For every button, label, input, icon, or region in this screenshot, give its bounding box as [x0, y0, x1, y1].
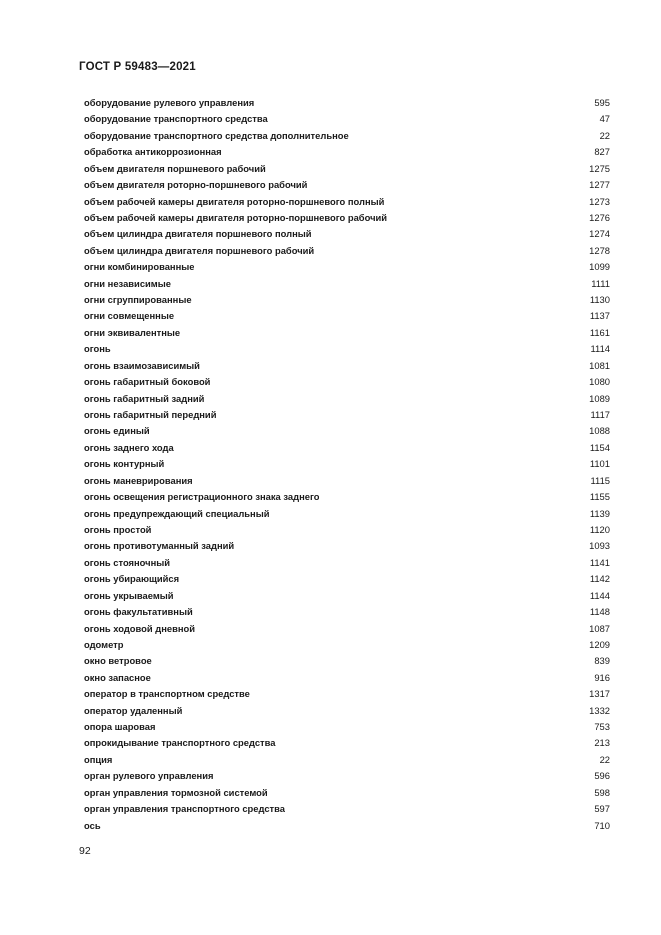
page-number: 92 — [79, 845, 91, 857]
index-term: орган рулевого управления — [84, 770, 214, 782]
index-page-ref: 839 — [594, 655, 610, 667]
index-page-ref: 1275 — [589, 162, 610, 174]
index-page-ref: 1117 — [590, 409, 610, 421]
index-page-ref: 22 — [599, 753, 610, 765]
index-entry — [84, 588, 610, 604]
index-term: окно ветровое — [84, 655, 152, 667]
index-term: объем цилиндра двигателя поршневого рабочий — [84, 244, 315, 256]
index-page-ref: 1332 — [589, 704, 610, 716]
index-entry — [84, 686, 610, 702]
index-term: огонь габаритный боковой — [84, 376, 211, 388]
index-entry — [84, 637, 610, 653]
index-term: оборудование рулевого управления — [84, 97, 255, 108]
index-term: огонь предупреждающий специальный — [84, 507, 270, 519]
index-term: огонь маневрирования — [84, 474, 193, 486]
index-term: огонь взаимозависимый — [84, 359, 200, 371]
index-entry — [84, 128, 610, 144]
index-term: окно запасное — [84, 671, 151, 683]
index-term: орган управления тормозной системой — [84, 786, 268, 798]
index-entry — [84, 276, 610, 292]
index-term: огонь укрываемый — [84, 589, 174, 601]
index-entry — [84, 358, 610, 374]
index-page-ref: 1080 — [589, 376, 610, 388]
index-page-ref: 1120 — [589, 523, 610, 535]
index-page-ref: 1161 — [589, 326, 610, 338]
index-entry — [84, 604, 610, 620]
index-term: огонь — [84, 343, 111, 355]
index-entry — [84, 341, 610, 357]
index-term: оператор удаленный — [84, 704, 183, 716]
index-entry — [84, 670, 610, 686]
index-term: опора шаровая — [84, 721, 156, 733]
index-term: объем цилиндра двигателя поршневого полный — [84, 228, 312, 240]
index-page-ref: 1114 — [590, 343, 610, 355]
index-entry — [84, 407, 610, 423]
index-term: огонь заднего хода — [84, 441, 174, 453]
index-page-ref: 1141 — [589, 556, 610, 568]
index-entry — [84, 259, 610, 275]
index-entry — [84, 506, 610, 522]
index-entry — [84, 538, 610, 554]
index-entry — [84, 571, 610, 587]
index-term: опрокидывание транспортного средства — [84, 737, 276, 749]
index-page-ref: 1139 — [589, 507, 610, 519]
index-term: орган управления транспортного средства — [84, 803, 285, 815]
index-page-ref: 1277 — [589, 179, 610, 191]
index-term: огонь габаритный задний — [84, 392, 205, 404]
index-term: одометр — [84, 638, 124, 650]
index-page-ref: 1130 — [589, 294, 610, 306]
index-page-ref: 1148 — [589, 606, 610, 618]
index-page-ref: 597 — [594, 803, 610, 815]
index-entry — [84, 768, 610, 784]
index-list — [84, 95, 610, 834]
index-page-ref: 47 — [599, 113, 610, 125]
index-page-ref: 1209 — [589, 638, 610, 650]
index-page-ref: 753 — [594, 721, 610, 733]
index-term: огонь габаритный передний — [84, 409, 217, 421]
index-term: ось — [84, 819, 101, 831]
index-page-ref: 1317 — [589, 688, 610, 700]
index-entry — [84, 194, 610, 210]
index-term: объем рабочей камеры двигателя роторно-поршневого рабочий — [84, 211, 388, 223]
index-page-ref: 22 — [599, 129, 610, 141]
index-page-ref: 1274 — [589, 228, 610, 240]
index-entry — [84, 752, 610, 768]
index-page-ref: 1081 — [589, 359, 610, 371]
index-page-ref: 1273 — [589, 195, 610, 207]
index-term: огни эквивалентные — [84, 326, 181, 338]
index-page-ref: 916 — [594, 671, 610, 683]
index-entry — [84, 473, 610, 489]
index-term: огни независимые — [84, 277, 171, 289]
index-page-ref: 1144 — [589, 589, 610, 601]
index-term: объем рабочей камеры двигателя роторно-поршневого полный — [84, 195, 385, 207]
index-page-ref: 1088 — [589, 425, 610, 437]
index-entry — [84, 489, 610, 505]
index-entry — [84, 653, 610, 669]
index-entry — [84, 522, 610, 538]
index-page-ref: 710 — [594, 819, 610, 831]
index-page-ref: 1099 — [589, 261, 610, 273]
index-page-ref: 1137 — [589, 310, 610, 322]
index-term: огонь факультативный — [84, 606, 193, 618]
index-page-ref: 1087 — [589, 622, 610, 634]
index-term: огонь убирающийся — [84, 573, 180, 585]
index-entry — [84, 719, 610, 735]
index-term: огонь противотуманный задний — [84, 540, 235, 552]
index-entry — [84, 440, 610, 456]
index-entry — [84, 735, 610, 751]
index-entry — [84, 161, 610, 177]
index-term: огни комбинированные — [84, 261, 195, 273]
index-page-ref: 1155 — [589, 491, 610, 503]
index-entry — [84, 95, 610, 111]
index-entry — [84, 243, 610, 259]
index-entry — [84, 818, 610, 834]
index-term: огни совмещенные — [84, 310, 175, 322]
index-page-ref: 1276 — [589, 211, 610, 223]
index-entry — [84, 374, 610, 390]
index-entry — [84, 391, 610, 407]
index-entry — [84, 226, 610, 242]
index-term: обработка антикоррозионная — [84, 146, 222, 158]
index-entry — [84, 423, 610, 439]
index-entry — [84, 177, 610, 193]
index-term: опция — [84, 753, 113, 765]
index-page-ref: 1278 — [589, 244, 610, 256]
index-entry — [84, 210, 610, 226]
index-page-ref: 1101 — [589, 458, 610, 470]
index-term: огни сгруппированные — [84, 294, 192, 306]
index-term: объем двигателя поршневого рабочий — [84, 162, 266, 174]
index-entry — [84, 308, 610, 324]
index-entry — [84, 325, 610, 341]
index-term: оборудование транспортного средства дополнительное — [84, 129, 349, 141]
index-page-ref: 595 — [594, 97, 610, 108]
index-page-ref: 827 — [594, 146, 610, 158]
index-entry — [84, 292, 610, 308]
index-term: огонь ходовой дневной — [84, 622, 196, 634]
index-page-ref: 598 — [594, 786, 610, 798]
document-header: ГОСТ Р 59483—2021 — [79, 61, 196, 73]
index-entry — [84, 144, 610, 160]
index-term: оборудование транспортного средства — [84, 113, 268, 125]
index-term: огонь единый — [84, 425, 150, 437]
index-page-ref: 1089 — [589, 392, 610, 404]
index-entry — [84, 111, 610, 127]
index-entry — [84, 801, 610, 817]
index-page-ref: 1154 — [589, 441, 610, 453]
index-entry — [84, 555, 610, 571]
index-page-ref: 1093 — [589, 540, 610, 552]
index-term: объем двигателя роторно-поршневого рабочий — [84, 179, 308, 191]
index-term: огонь стояночный — [84, 556, 171, 568]
index-page-ref: 1142 — [589, 573, 610, 585]
index-page-ref: 1111 — [591, 277, 610, 289]
index-term: огонь освещения регистрационного знака заднего — [84, 491, 320, 503]
index-entry — [84, 456, 610, 472]
index-page-ref: 213 — [594, 737, 610, 749]
index-page-ref: 596 — [594, 770, 610, 782]
index-term: оператор в транспортном средстве — [84, 688, 250, 700]
index-term: огонь простой — [84, 523, 152, 535]
index-entry — [84, 621, 610, 637]
index-entry — [84, 785, 610, 801]
index-entry — [84, 703, 610, 719]
index-page-ref: 1115 — [590, 474, 610, 486]
index-term: огонь контурный — [84, 458, 165, 470]
